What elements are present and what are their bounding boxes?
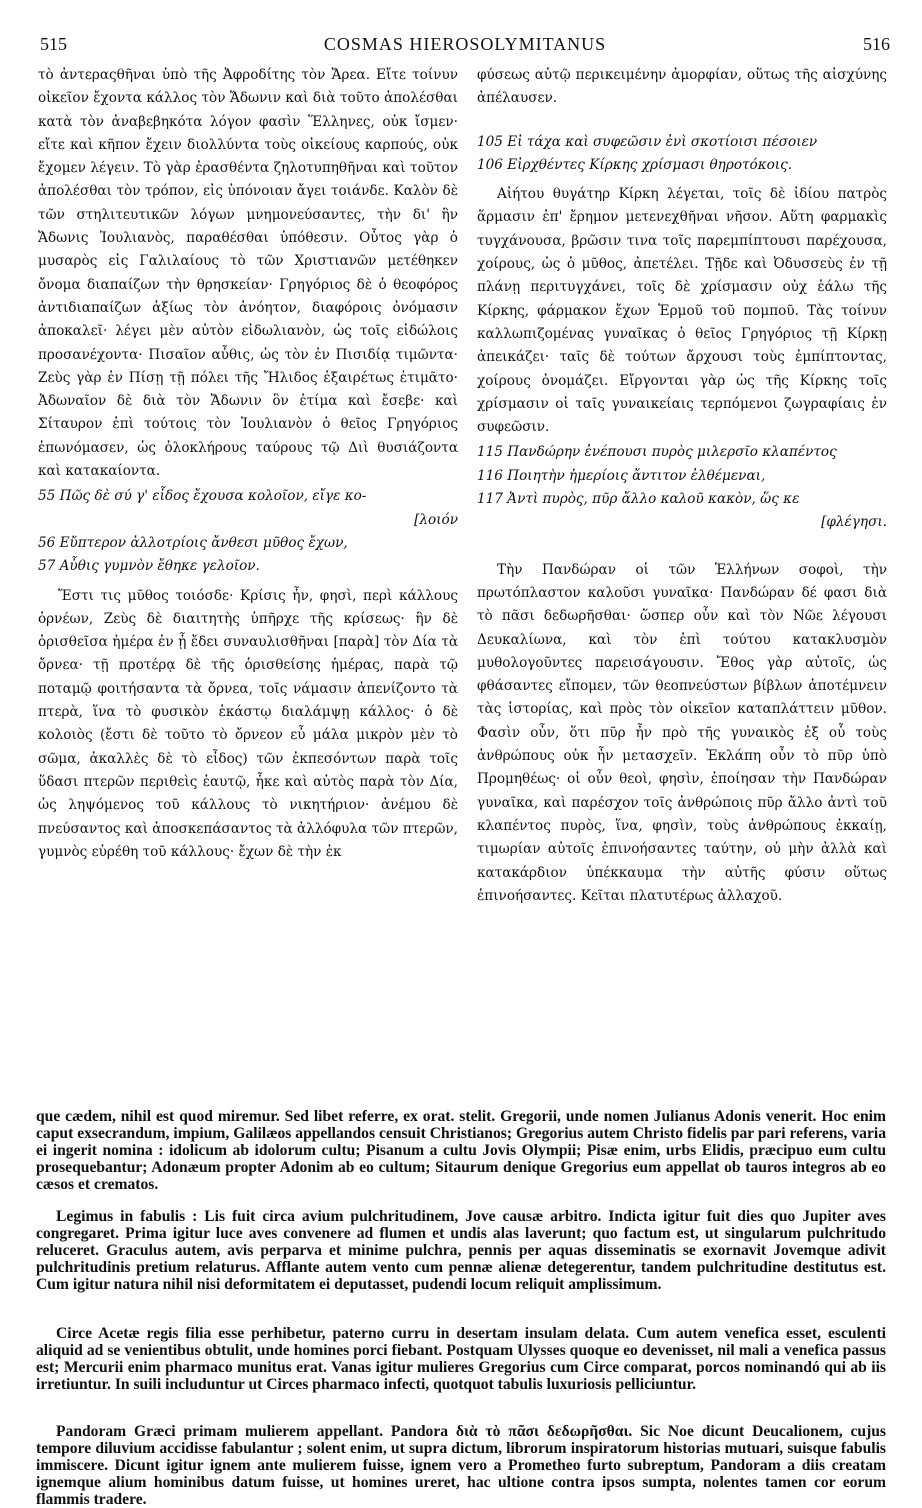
latin-paragraph-3 — [36, 1325, 886, 1393]
verse-continuation: [φλέγησι. — [821, 514, 887, 531]
page-number-left: 515 — [40, 34, 67, 54]
verse-line-56: 56 Εὔπτερον ἀλλοτρίοις ἄνθεσι μῦθος ἔχων, — [38, 534, 348, 551]
paragraph: φύσεως αὐτῷ περικειμένην ἀμορφίαν, οὕτως τῆς αἰσχύνης ἀπέλαυσεν. — [477, 67, 887, 107]
latin-text: Pandoram Græci primam mulierem appellant. Pandora διὰ τὸ πᾶσι δεδωρῆσθαι. Sic Noe dicunt Deucalionem, cujus tempore diluvium accidisse fabulantur ; solent enim, ut supra dictum, librorum inspiratorum historias mutuari, suisque fabulis immiscere. Dicunt igitur ignem ante mulierem fuisse, ignem vero a Prometheo furto subreptum, Pandoram a diis creatam ignemque alium hominibus datum fuisse, ut homines ureret, hac ultione contra ipsos sumpta, nolentes tamen cor eorum flammis tradere. — [36, 1423, 886, 1508]
verse-block — [477, 131, 887, 178]
paragraph: Ἔστι τις μῦθος τοιόσδε· Κρίσις ἦν, φησὶ, περὶ κάλλους ὀρνέων, Ζεὺς δὲ διαιτητὴς ὑπῆρχε τῆς κρίσεως· ἣν δὲ ὁρισθεῖσα ἡμέρα ἐν ᾗ ἔδει συναυλισθῆναι [παρὰ] τὸν Δία τὰ ὄρνεα· τῇ προτέρᾳ δὲ τῆς ὁρισθείσης ἡμέρας, παρὰ τῷ ποταμῷ φοιτήσαντα τὰ ὄρνεα, τοῖς νάμασιν ἀπενίζοντο τὰ πτερὰ, ἵνα τὸ φυσικὸν ἑκάστῳ διαλάμψῃ κάλλος· ὁ δὲ κολοιὸς (ἔστι δὲ τοῦτο τὸ ὄρνεον εὖ μάλα μικρὸν μὲν τὸ σῶμα, ἀκαλλὲς δὲ τὸ εἶδος) τῶν ἐκπεσόντων παρὰ τοῖς ὕδασι πτερῶν περιθεὶς ἑαυτῷ, ἧκε καὶ αὐτὸς παρὰ τὸν Δία, ὡς ληψόμενος τοῦ κάλλους τὸ νικητήριον· ἀνέμου δὲ πνεύσαντος καὶ ἀποσκεπάσαντος τὰ ἀλλόφυλα τῶν πτερῶν, γυμνὸς εὑρέθη τοῦ κάλλους· ἔχων δὲ τὴν ἐκ — [38, 587, 458, 860]
verse-line-115: 115 Πανδώρην ἐνέπουσι πυρὸς μιλερσῖο κλαπέντος — [477, 444, 837, 461]
latin-text: Legimus in fabulis : Lis fuit circa avium pulchritudinem, Jove causæ arbitro. Indicta igitur fuit dies quo Jupiter aves congregaret. Prima igitur luce aves convenere ad flumen et undis alas laverunt; quo factum est, ut singularum pulchritudo reluceret. Graculus autem, avis perparva et minime pulchra, pennis per aquas disseminatis se exornavit Jovemque adivit pulchritudinis pretium relaturus. Afflante autem vento cum pennæ alienæ detegerentur, tandem pulchritudine destitutus est. Cum igitur natura nihil nisi deformitatem ei deputasset, pudendi locum reliquit amplissimum. — [36, 1208, 886, 1293]
verse-line-55: 55 Πῶς δὲ σύ γ' εἶδος ἔχουσα κολοῖον, εἴγε κο- — [38, 488, 367, 505]
paragraph: Αἰήτου θυγάτηρ Κίρκη λέγεται, τοῖς δὲ ἰδίου πατρὸς ἅρμασιν ἐπ' ἔρημον μετενεχθῆναι νῆσον. Αὕτη φαρμακὶς τυγχάνουσα, βρῶσιν τινα τοῖς παρεμπίπτουσι παρέχουσα, χοίρους, ὡς ὁ μῦθος, ἀπετέλει. Τῇδε καὶ Ὀδυσσεὺς ἐν τῇ πλάνῃ περιτυγχάνει, τοῖς δὲ χρίσμασιν οὐχ ἑάλω τῆς Κίρκης, φάρμακον ἔχων Ἑρμοῦ τοῦ πομποῦ. Τὰς τοίνυν καλλωπιζομένας γυναῖκας ὁ θεῖος Γρηγόριος τῇ Κίρκῃ ἀπεικάζει· ταῖς δὲ τούτων ἄρχουσι τοὺς ἐμπίπτοντας, χοίρους ὀνομάζει. Εἴργονται γὰρ ὡς τῆς Κίρκης τοῖς χρίσμασιν οἱ ταῖς γυναικείαις τερπόμενοι ζωγραφίαις ἐν συφεῶσιν. — [477, 186, 887, 436]
latin-paragraph-2 — [36, 1208, 886, 1293]
verse-line-106: 106 Εἰρχθέντες Κίρκης χρίσμασι θηροτόκοις. — [477, 156, 793, 173]
paragraph: τὸ ἀντεραςθῆναι ὑπὸ τῆς Ἀφροδίτης τὸν Ἄρεα. Εἴτε τοίνυν οἰκεῖον ἔχοντα κάλλος τὸν Ἄδωνιν καὶ διὰ τοῦτο ἀπολέσθαι κατὰ τὸν ἀναβεβηκότα λόγον φασὶν Ἕλληνες, οὐκ ἴσμεν· εἴτε καὶ κῆπον ἔχειν διολλύντα τοὺς οἰκείους καρπούς, οὐκ ἔχομεν λέγειν. Τὸ γὰρ ἐρασθέντα ζηλοτυπηθῆναι καὶ τοῦτον ἀπολέσθαι τὸν τρόπον, εἰς ὑπόνοιαν ἄγει τοιάνδε. Καλὸν δὲ τῶν στηλιτευτικῶν λόγων μνημονεύσαντες, τὴν δι' ἣν Ἄδωνις Ἰουλιανὸς, παραθέσθαι ὑπόθεσιν. Οὗτος γὰρ ὁ μυσαρὸς εἰς Γαλιλαίους τὸ τῶν Χριστιανῶν μετέθηκεν ὄνομα διαπαίζων τὴν θρησκείαν· Γρηγόριος δὲ ὁ θεοφόρος ἀντιδιαπαίζων ἀξίως τὸν ἀνόητον, διαφόροις ὀνόμασιν ἀποκαλεῖ· λέγει μὲν αὐτὸν εἰδωλιανὸν, ὡς τοῖς εἰδώλοις προσανέχοντα· Πισαῖον αὖθις, ὡς τὸν ἐν Πισιδίᾳ τιμῶντα· Ζεὺς γὰρ ἐν Πίσῃ τῇ πόλει τῆς Ἤλιδος ἐξαιρέτως ἐτιμᾶτο· Ἀδωναῖον δὲ διὰ τὸν Ἄδωνιν ὃν ἐτίμα καὶ ἔσεβε· καὶ Σίταυρον ἐπὶ τούτοις τὸν Ἰουλιανὸν ὁ θεῖος Γρηγόριος ἐπωνόμασεν, ὡς ὁλοκλήρους ταύρους τῷ Διὶ θυσιάζοντα καὶ κατακαίοντα. — [38, 67, 458, 480]
latin-paragraph-1 — [36, 1108, 886, 1193]
greek-column-right — [477, 64, 887, 908]
latin-text: que cædem, nihil est quod miremur. Sed libet referre, ex orat. stelit. Gregorii, unde nomen Julianus Adonis venerit. Hoc enim caput exsecrandum, impium, Galilæos appellandos censuit Christianos; Gregorius autem Christo fidelis par pari referens, varia ei ingerit nomina : idolicum ab idolorum cultu; Pisanum a cultu Jovis Olympii; Pisæ enim, urbs Elidis, præcipuo eum cultu prosequebantur; Adonæum propter Adonim ab eo cultum; Sitaurum denique Gregorius eum appellat ob tauros integros ab eo cæsos et crematos. — [36, 1108, 886, 1193]
verse-line-117: 117 Ἀντὶ πυρὸς, πῦρ ἄλλο καλοῦ κακὸν, ὥς κε — [477, 491, 800, 508]
latin-paragraph-4 — [36, 1423, 886, 1508]
verse-line-116: 116 Ποιητὴν ἡμερίοις ἄντιτον ἐλθέμεναι, — [477, 467, 766, 484]
paragraph: Τὴν Πανδώραν οἱ τῶν Ἑλλήνων σοφοὶ, τὴν πρωτόπλαστον καλοῦσι γυναῖκα· Πανδώραν δέ φασι διὰ τὸ πᾶσι δεδωρῆσθαι· ὥσπερ οὖν καὶ τὸν Νῶε λέγουσι Δευκαλίωνα, καὶ τὸν ἐπὶ τούτου κατακλυσμὸν μυθολογοῦντες παρεισάγουσιν. Ἔθος γὰρ αὐτοῖς, ὡς φθάσαντες εἴπομεν, τῶν θεοπνεύστων βίβλων ἀποτέμνειν τὰς ἱστορίας, καὶ πρὸς τὸν οἰκεῖον καταπλάττειν μῦθον. Φασὶν οὖν, ὅτι πῦρ ἦν πρὸ τῆς γυναικὸς ἐξ οὗ τοὺς ἀνθρώπους οὐκ ἦν μετασχεῖν. Ἐκλάπη οὖν τὸ πῦρ ὑπὸ Προμηθέως· οἱ οὖν θεοὶ, φησὶν, ἐποίησαν τὴν Πανδώραν γυναῖκα, καὶ παρέσχον τοῖς ἀνθρώποις πῦρ ἄλλο ἀντὶ τοῦ κλαπέντος πυρὸς, ἵνα, φησὶν, τοὺς ἀνθρώπους ἐκκαίῃ, τιμωρίαν αὐτοῖς ἐπινοήσαντες ταύτην, οὐ μὴν ἀλλὰ καὶ κατακάρδιον ὑπέκκαυμα τὴν αὐτῆς φύσιν οὕτως ἐπινοήσαντες. Κεῖται πλατυτέρως ἀλλαχοῦ. — [477, 561, 887, 904]
greek-column-left — [38, 64, 458, 864]
verse-line-57: 57 Αὖθις γυμνὸν ἔθηκε γελοῖον. — [38, 558, 260, 575]
verse-continuation: [λοιόν — [414, 511, 458, 528]
verse-block — [38, 485, 458, 578]
latin-text: Circe Acetæ regis filia esse perhibetur, paterno curru in desertam insulam delata. Cum autem venefica esset, esculenti aliquid ad se venientibus obtulit, unde homines porci fiebant. Postquam Ulysses quoque eo devenisset, nil mali a venefica passus est; Mercurii enim pharmaco munitus erat. Vanas igitur mulieres Gregorius cum Circe comparat, porcos nominandó qui ab iis irretiuntur. In suili includuntur ut Circes pharmaco infecti, quotquot tabulis luxuriosis pelliciuntur. — [36, 1325, 886, 1393]
verse-block — [477, 441, 887, 534]
verse-line-105: 105 Εἰ τάχα καὶ συφεῶσιν ἐνὶ σκοτίοισι πέσοιεν — [477, 133, 818, 150]
running-title: COSMAS HIEROSOLYMITANUS — [323, 34, 607, 54]
page-number-right: 516 — [863, 34, 890, 54]
page-header — [40, 34, 890, 60]
